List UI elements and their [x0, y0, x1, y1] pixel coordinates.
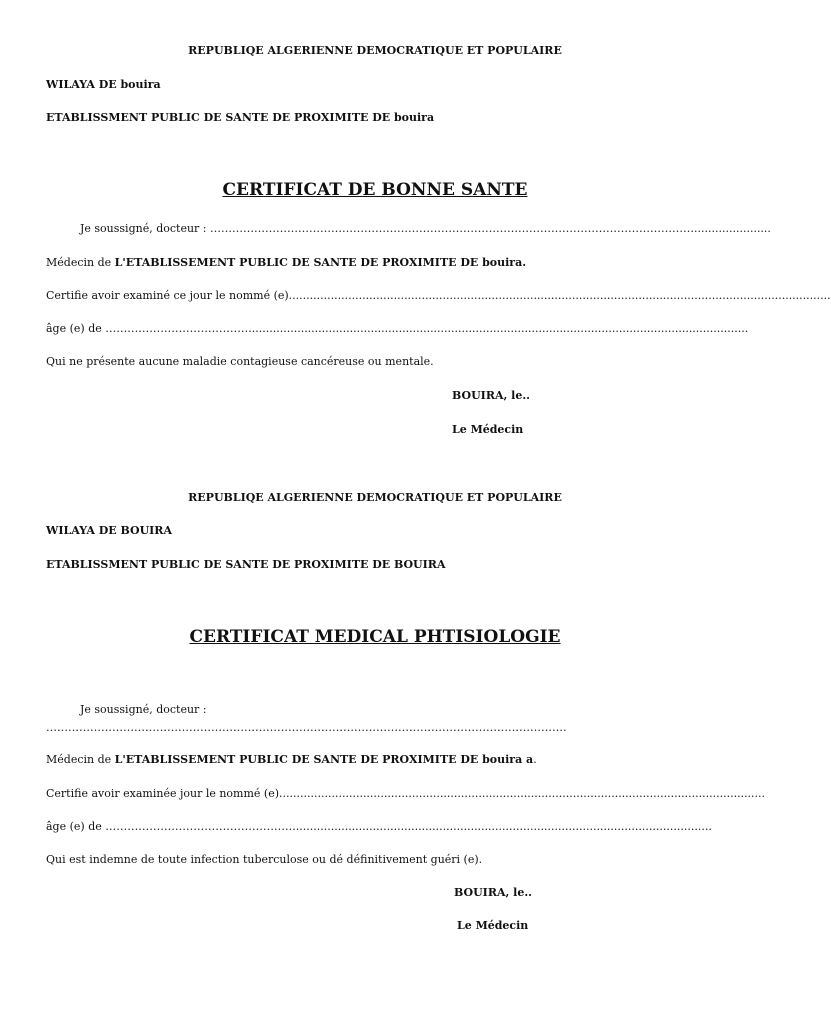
cert2-medecin-line	[46, 753, 537, 767]
cert1-lieu-date: BOUIRA, le..	[452, 389, 530, 402]
cert2-etablissement: ETABLISSMENT PUBLIC DE SANTE DE PROXIMITE DE BOUIRA	[46, 558, 446, 571]
cert2-lieu-date: BOUIRA, le..	[454, 886, 532, 899]
cert1-maladie-statement: Qui ne présente aucune maladie contagieuse cancéreuse ou mentale.	[46, 355, 434, 368]
cert2-signature: Le Médecin	[457, 919, 529, 932]
cert1-signature: Le Médecin	[452, 423, 524, 436]
cert2-medecin-establishment: L'ETABLISSEMENT PUBLIC DE SANTE DE PROXIMITE DE bouira a	[114, 753, 534, 766]
cert1-medecin-prefix: Médecin de	[46, 256, 115, 269]
cert2-republic-header: REPUBLIQE ALGERIENNE DEMOCRATIQUE ET POPULAIRE	[188, 491, 562, 504]
cert1-medecin-establishment: L'ETABLISSEMENT PUBLIC DE SANTE DE PROXIMITE DE bouira.	[114, 256, 527, 269]
cert1-wilaya: WILAYA DE bouira	[46, 78, 161, 91]
cert2-medecin-suffix: .	[533, 753, 537, 766]
cert2-medecin-prefix: Médecin de	[46, 753, 115, 766]
cert1-soussigne: Je soussigné, docteur : ……………………………………………………………………………………………………………………......................	[80, 222, 771, 235]
cert2-wilaya: WILAYA DE BOUIRA	[46, 524, 172, 537]
cert1-etablissement: ETABLISSMENT PUBLIC DE SANTE DE PROXIMITE DE bouira	[46, 111, 435, 124]
cert1-title: CERTIFICAT DE BONNE SANTE	[222, 180, 528, 200]
cert2-age-line: âge (e) de ……………………………………………........................................................................................................................	[46, 820, 712, 833]
cert1-certifie-line: Certifie avoir examiné ce jour le nommé (e)...........................................................................................................................................................	[46, 289, 831, 302]
cert1-age-line: âge (e) de …………………………………...............................................................................................................................................	[46, 322, 749, 335]
cert2-tuberculose-statement: Qui est indemne de toute infection tuberculose ou dé définitivement guéri (e).	[46, 853, 483, 866]
cert2-soussigne: Je soussigné, docteur :	[80, 703, 207, 716]
cert2-title: CERTIFICAT MEDICAL PHTISIOLOGIE	[189, 627, 561, 647]
cert2-certifie-line: Certifie avoir examinée jour le nommé (e)...........................................................................................................................................	[46, 787, 766, 800]
cert1-medecin-line	[46, 256, 526, 270]
cert1-republic-header: REPUBLIQE ALGERIENNE DEMOCRATIQUE ET POPULAIRE	[188, 44, 562, 57]
cert2-soussigne-dots: …………………………………………………………………………………………………………………………….	[46, 721, 567, 734]
